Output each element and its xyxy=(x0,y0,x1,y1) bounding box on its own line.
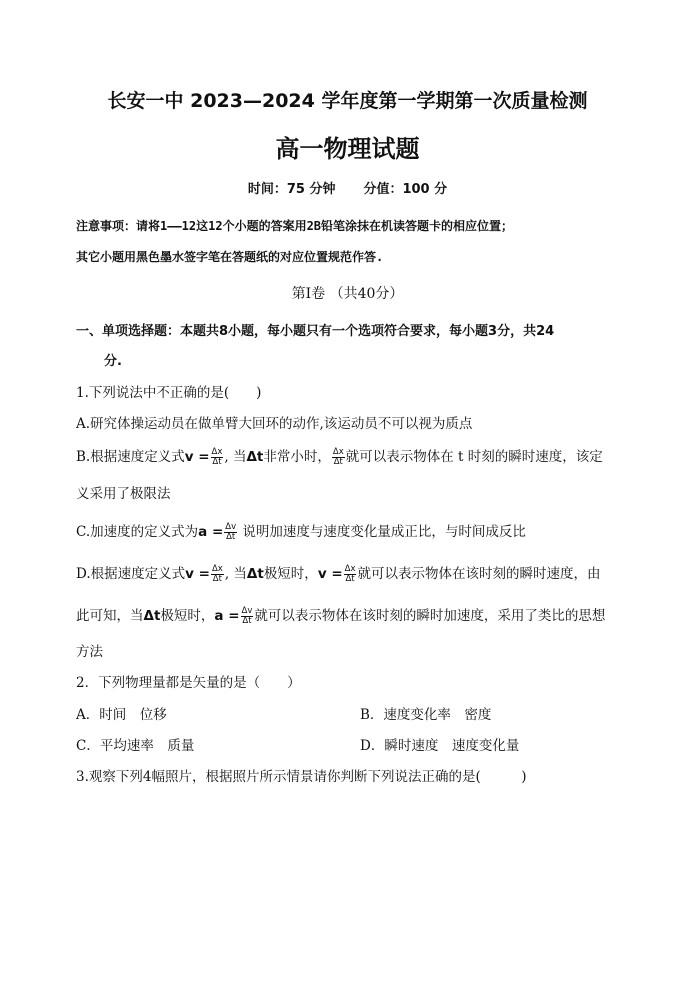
fraction-dv-dt: $\frac{\Delta v}{\Delta t}$ xyxy=(241,606,253,626)
notice-line-2: 其它小题用黑色墨水签字笔在答题纸的对应位置规范作答. xyxy=(76,250,384,264)
part1-heading-cont: 分. xyxy=(104,354,122,369)
notice-line-1: 注意事项：请将1——12这12个小题的答案用2B铅笔涂抹在机读答题卡的相应位置； xyxy=(76,219,514,233)
q2-option-b: B．速度变化率 密度 xyxy=(360,707,492,723)
exam-title: 长安一中 2023—2024 学年度第一学期第一次质量检测 xyxy=(107,90,588,112)
q2-option-c: C．平均速率 质量 xyxy=(76,738,195,754)
section-title: 第Ⅰ卷 （共40分） xyxy=(291,286,404,302)
q3-stem: 3.观察下列4幅照片，根据照片所示情景请你判断下列说法正确的是( ) xyxy=(76,769,527,785)
fraction-dx-dt: $\frac{\Delta x}{\Delta t}$ xyxy=(211,447,223,467)
q2-stem: 2．下列物理量都是矢量的是（ ） xyxy=(76,675,301,691)
fraction-dx-dt: $\frac{\Delta x}{\Delta t}$ xyxy=(211,564,223,584)
q1-option-b: B.根据速度定义式v = $\frac{\Delta x}{\Delta t}$ , 当Δt非常小时， $\frac{\Delta x}{\Delta t}$ 就可以表示物体在 t 时刻的瞬时速度，该定 xyxy=(76,447,603,467)
exam-subtitle: 高一物理试题 xyxy=(275,135,420,163)
exam-meta xyxy=(0,183,695,196)
q1-option-d-cont: 此可知，当Δt极短时，a = $\frac{\Delta v}{\Delta t}$ 就可以表示物体在该时刻的瞬时加速度，采用了类比的思想 xyxy=(76,606,606,626)
fraction-dx-dt: $\frac{\Delta x}{\Delta t}$ xyxy=(344,564,356,584)
exam-time: 时间：75 分钟 xyxy=(247,182,336,197)
q1-option-d: D.根据速度定义式v = $\frac{\Delta x}{\Delta t}$ , 当Δt极短时，v = $\frac{\Delta x}{\Delta t}$ 就可以表示物体在该时刻的瞬时速度，由 xyxy=(76,564,601,584)
fraction-dx-dt: $\frac{\Delta x}{\Delta t}$ xyxy=(332,447,344,467)
q1-option-c: C.加速度的定义式为a = $\frac{\Delta v}{\Delta t}$ 说明加速度与速度变化量成正比，与时间成反比 xyxy=(76,522,526,542)
part1-heading: 一、单项选择题：本题共8小题，每小题只有一个选项符合要求，每小题3分，共24 xyxy=(76,324,555,339)
fraction-dv-dt: $\frac{\Delta v}{\Delta t}$ xyxy=(225,522,237,542)
q2-option-a: A．时间 位移 xyxy=(76,707,167,723)
q1-option-b-cont: 义采用了极限法 xyxy=(76,486,171,502)
q1-option-d-cont2: 方法 xyxy=(76,644,103,660)
q1-stem: 1.下列说法中不正确的是( ) xyxy=(76,385,262,401)
exam-score: 分值：100 分 xyxy=(363,182,448,197)
q2-option-d: D．瞬时速度 速度变化量 xyxy=(360,738,520,754)
q1-option-a: A.研究体操运动员在做单臂大回环的动作,该运动员不可以视为质点 xyxy=(76,416,473,432)
